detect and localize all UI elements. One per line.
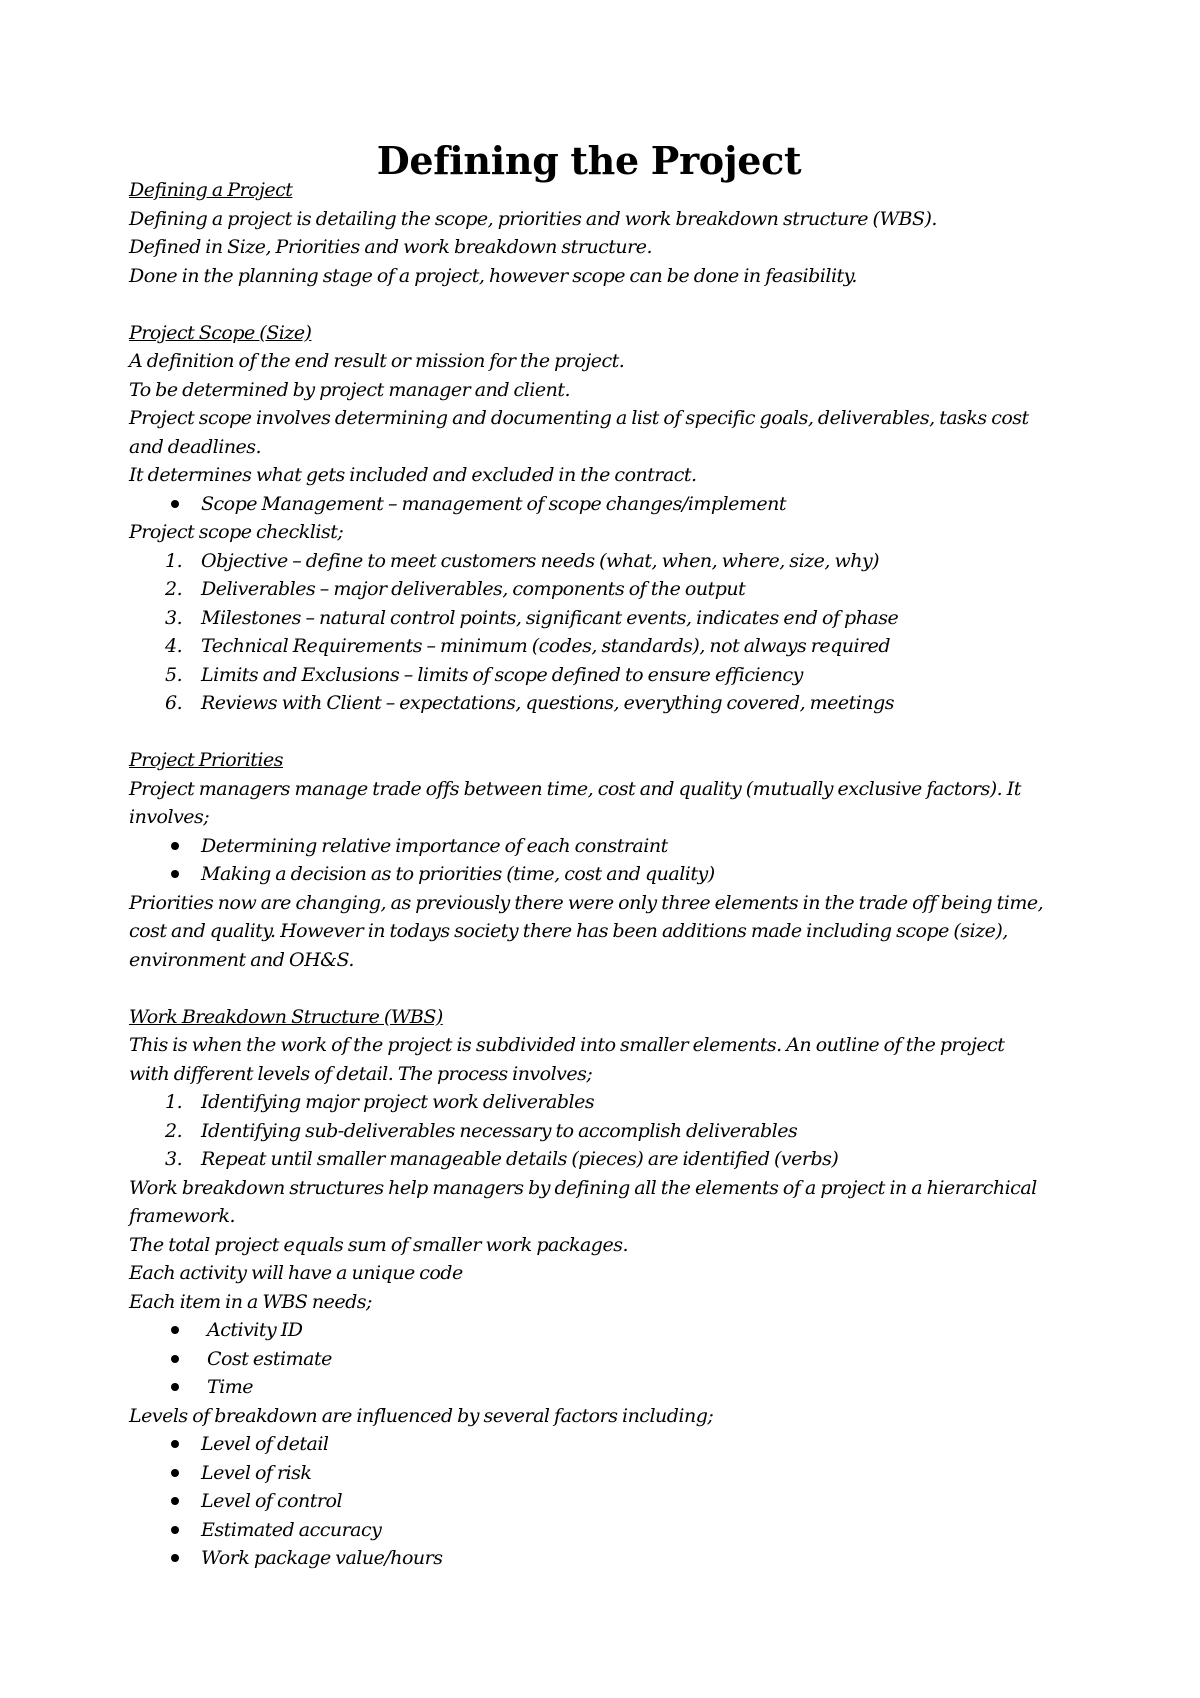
bullet-item: Work package value/hours [129,1544,1049,1573]
paragraph-line: Defining a project is detailing the scope, priorities and work breakdown structure (WBS). [129,207,937,230]
bullet-item: Level of control [129,1487,1049,1516]
numbered-item [129,575,1049,604]
paragraph-gap [129,974,1049,1003]
item-number: 4. [165,635,183,657]
document-body [129,138,1049,1573]
numbered-list [129,547,1049,718]
numbered-list [129,1088,1049,1174]
paragraph-gap [129,290,1049,319]
item-number: 1. [165,549,183,572]
item-text: Milestones – natural control points, significant events, indicates end of phase [201,606,899,629]
numbered-item [129,661,1049,690]
item-number: 1. [165,1091,183,1113]
item-text: Limits and Exclusions – limits of scope defined to ensure efficiency [201,663,803,686]
item-text: Deliverables – major deliverables, components of the output [201,578,746,600]
paragraph: This is when the work of the project is subdivided into smaller elements. An outline of the project with different levels of detail. The process involves; [129,1034,1005,1085]
item-text: Repeat until smaller manageable details (pieces) are identified (verbs) [201,1148,839,1170]
item-number: 2. [165,578,183,600]
item-number: 3. [165,1148,183,1170]
bullet-item: Estimated accuracy [129,1516,1049,1545]
section-heading: Work Breakdown Structure (WBS) [129,1005,443,1028]
section-project-scope [129,319,1049,718]
section-defining-a-project [129,176,1049,290]
paragraph: Project managers manage trade offs between time, cost and quality (mutually exclusive factors). It involves; [129,777,1021,828]
item-text: Identifying major project work deliverables [201,1091,595,1113]
paragraph-gap [129,718,1049,747]
section-heading: Project Priorities [129,749,284,771]
bullet-item: Determining relative importance of each constraint [129,832,1049,861]
section-heading: Project Scope (Size) [129,321,312,344]
bullet-item: Level of detail [129,1430,1049,1459]
numbered-item [129,689,1049,718]
item-text: Reviews with Client – expectations, questions, everything covered, meetings [201,692,895,714]
item-number: 5. [165,663,183,686]
document-title: Defining the Project [376,138,802,183]
paragraph-line: It determines what gets included and excluded in the contract. [129,464,697,486]
paragraph-line: Done in the planning stage of a project, however scope can be done in feasibility. [129,264,857,287]
bullet-list [129,1316,1049,1402]
checklist-intro: Project scope checklist; [129,521,344,543]
item-text: Objective – define to meet customers needs (what, when, where, size, why) [201,549,880,572]
numbered-item [129,604,1049,633]
paragraph-line: Each item in a WBS needs; [129,1290,372,1313]
paragraph: Priorities now are changing, as previously there were only three elements in the trade off being time, cost and quality. However in todays society there has been additions made including scope (size), environment and OH&S. [129,891,1044,971]
paragraph-line: Levels of breakdown are influenced by several factors including; [129,1404,714,1427]
item-text: Identifying sub-deliverables necessary to accomplish deliverables [201,1119,798,1142]
section-work-breakdown-structure [129,1003,1049,1573]
numbered-item [129,1145,1049,1174]
numbered-item [129,1117,1049,1146]
paragraph-line: Work breakdown structures help managers by defining all the elements of a project in a hierarchical framework. [129,1176,1037,1227]
item-number: 6. [165,692,183,714]
paragraph-line: A definition of the end result or mission for the project. [129,350,625,372]
item-text: Technical Requirements – minimum (codes, standards), not always required [201,635,891,657]
bullet-list [129,490,1049,519]
paragraph-line: To be determined by project manager and client. [129,378,570,401]
item-number: 3. [165,606,183,629]
paragraph-line: Defined in Size, Priorities and work breakdown structure. [129,236,652,258]
bullet-list [129,1430,1049,1573]
bullet-item: Scope Management – management of scope changes/implement [129,490,1049,519]
bullet-item: Cost estimate [129,1345,1049,1374]
paragraph-line: Project scope involves determining and documenting a list of specific goals, deliverables, tasks cost and deadlines. [129,407,1029,458]
bullet-list [129,832,1049,889]
bullet-item: Activity ID [129,1316,1049,1345]
bullet-item: Making a decision as to priorities (time, cost and quality) [129,860,1049,889]
numbered-item [129,547,1049,576]
bullet-item: Level of risk [129,1459,1049,1488]
paragraph-line: Each activity will have a unique code [129,1262,463,1284]
numbered-item [129,1088,1049,1117]
bullet-item: Time [129,1373,1049,1402]
item-number: 2. [165,1119,183,1142]
section-heading: Defining a Project [129,179,293,201]
paragraph-line: The total project equals sum of smaller work packages. [129,1233,628,1256]
numbered-item [129,632,1049,661]
section-project-priorities [129,746,1049,974]
